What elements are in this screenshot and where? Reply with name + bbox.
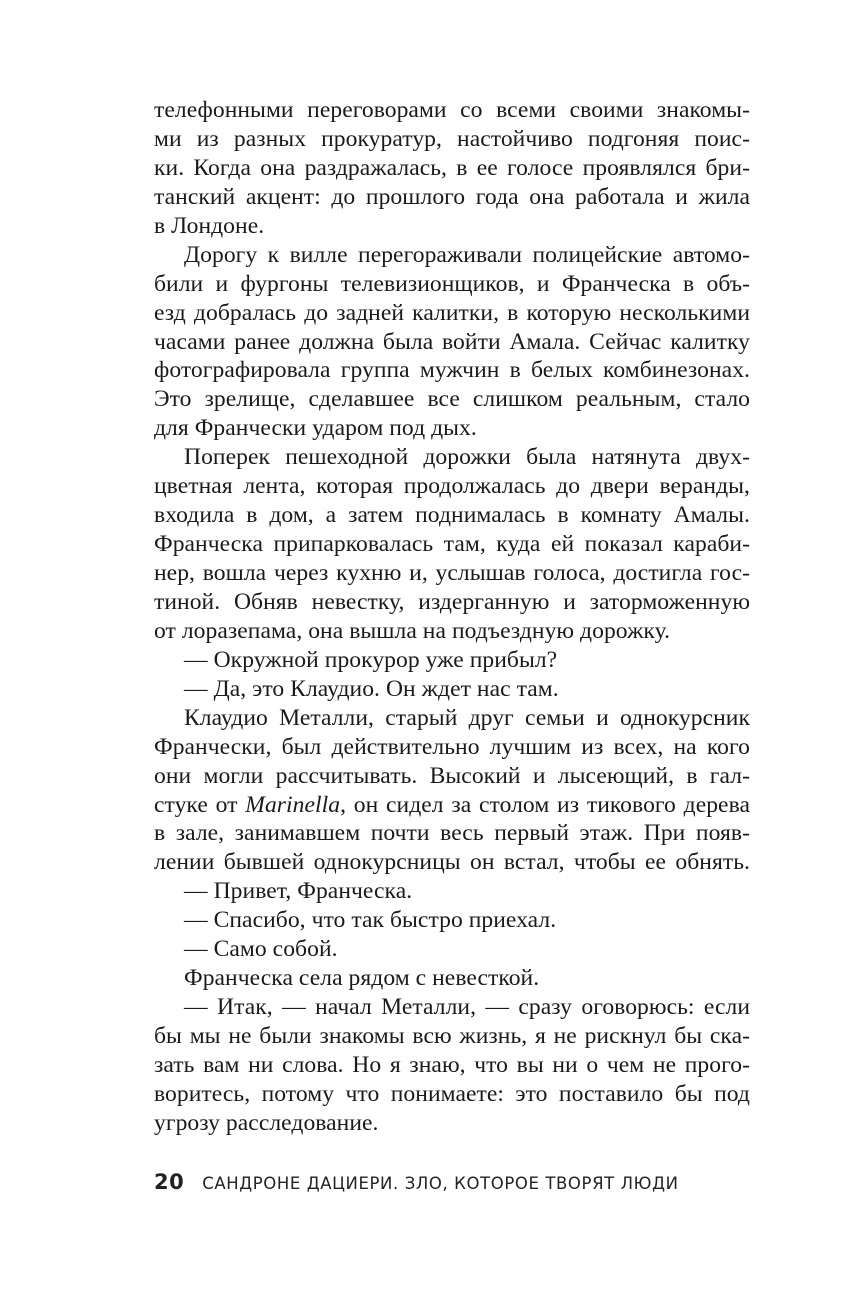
text-line: для Франчески ударом под дых. [154,415,477,442]
text-line: — Да, это Клаудио. Он ждет нас там. [184,675,559,702]
text-line: танский акцент: до прошлого года она работала и жила [154,183,750,210]
text-line: телефонными переговорами со всеми своими знакомы- [154,97,750,123]
text-line: фотографировала группа мужчин в белых комбинезонах. [154,357,750,384]
body-text [154,96,750,1138]
text-line: Франческа села рядом с невесткой. [184,965,540,992]
text-line: они могли рассчитывать. Высокий и лысеющий, в гал- [154,762,750,789]
text-line: воритесь, потому что понимаете: это поставило бы под [154,1080,750,1107]
page-number: 20 [154,1170,185,1194]
running-head: САНДРОНЕ ДАЦИЕРИ. ЗЛО, КОТОРОЕ ТВОРЯТ ЛЮДИ [202,1174,679,1193]
text-line: в Лондоне. [154,212,265,239]
emphasis-text: Marinella [245,791,341,818]
text-line: — Окружной прокурор уже прибыл? [184,646,558,673]
text-segment: стуке от [154,791,246,818]
text-segment: , он сидел за столом из тикового дерева [340,791,750,818]
text-line: цветная лента, которая продолжалась до двери веранды, [154,473,750,500]
text-line: входила в дом, а затем поднималась в комнату Амалы. [154,502,750,529]
text-line: ми из разных прокуратур, настойчиво подгоняя поис- [154,125,750,152]
text-line: — Само собой. [184,936,338,963]
text-line: — Привет, Франческа. [184,878,413,905]
text-line: часами ранее должна была войти Амала. Сейчас калитку [154,328,750,355]
text-line: лении бывшей однокурсницы он встал, чтобы ее обнять. [154,849,750,876]
page-footer [154,1170,679,1196]
text-line: ки. Когда она раздражалась, в ее голосе проявлялся бри- [154,154,750,181]
text-line: Франческа припарковалась там, куда ей показал караби- [154,531,750,558]
text-line: зать вам ни слова. Но я знаю, что вы ни о чем не прого- [154,1051,750,1078]
text-line: — Спасибо, что так быстро приехал. [184,907,557,934]
text-line: бы мы не были знакомы всю жизнь, я не рискнул бы ска- [154,1023,750,1049]
text-line: тиной. Обняв невестку, издерганную и заторможенную [154,588,750,615]
text-line: в зале, занимавшем почти весь первый этаж. При появ- [154,820,750,847]
text-line: нер, вошла через кухню и, услышав голоса, достигла гос- [154,560,750,586]
text-line: Франчески, был действительно лучшим из всех, на кого [154,733,750,760]
text-line: Клаудио Металли, старый друг семьи и однокурсник [184,704,750,731]
text-line: Поперек пешеходной дорожки была натянута двух- [184,444,750,471]
text-line: от лоразепама, она вышла на подъездную дорожку. [154,617,671,644]
text-line: угрозу расследование. [154,1109,379,1136]
text-line: Это зрелище, сделавшее все слишком реальным, стало [154,386,750,413]
text-line: Дорогу к вилле перегораживали полицейские автомо- [184,241,750,268]
text-line: езд добралась до задней калитки, в которую несколькими [154,299,750,326]
text-line: — Итак, — начал Металли, — сразу оговорюсь: если [184,994,750,1021]
text-line [154,791,750,820]
text-line: били и фургоны телевизионщиков, и Франческа в объ- [154,270,750,297]
